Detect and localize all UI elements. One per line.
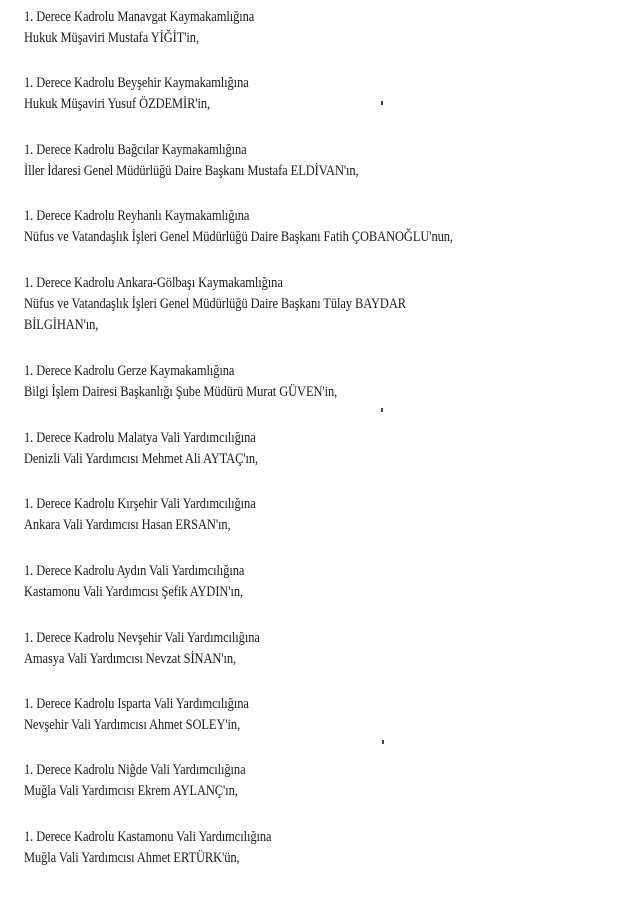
appointment-entry <box>24 273 624 336</box>
appointment-entry <box>24 760 624 802</box>
position-line: 1. Derece Kadrolu Kırşehir Vali Yardımcılığına <box>24 496 256 512</box>
appointment-entry <box>24 73 624 115</box>
appointment-entry <box>24 694 624 736</box>
appointee-line: Nüfus ve Vatandaşlık İşleri Genel Müdürlüğü Daire Başkanı Fatih ÇOBANOĞLU'nun, <box>24 229 453 245</box>
position-line: 1. Derece Kadrolu Bağcılar Kaymakamlığına <box>24 142 247 158</box>
appointee-line: Kastamonu Vali Yardımcısı Şefik AYDIN'ın, <box>24 584 244 600</box>
scan-speck <box>381 101 383 105</box>
position-line: 1. Derece Kadrolu Gerze Kaymakamlığına <box>24 363 235 379</box>
appointment-entry <box>24 140 624 182</box>
appointment-entry <box>24 561 624 603</box>
position-line: 1. Derece Kadrolu Reyhanlı Kaymakamlığına <box>24 208 250 224</box>
appointment-entry <box>24 206 624 248</box>
position-line: 1. Derece Kadrolu Ankara-Gölbaşı Kaymakamlığına <box>24 275 283 291</box>
position-line: 1. Derece Kadrolu Isparta Vali Yardımcılığına <box>24 696 249 712</box>
scan-speck <box>381 408 383 412</box>
position-line: 1. Derece Kadrolu Malatya Vali Yardımcılığına <box>24 430 256 446</box>
position-line: 1. Derece Kadrolu Aydın Vali Yardımcılığına <box>24 563 245 579</box>
position-line: 1. Derece Kadrolu Manavgat Kaymakamlığına <box>24 9 255 25</box>
appointee-line: Muğla Vali Yardımcısı Ekrem AYLANÇ'ın, <box>24 783 238 799</box>
position-line: 1. Derece Kadrolu Niğde Vali Yardımcılığına <box>24 762 246 778</box>
appointment-entry <box>24 494 624 536</box>
appointee-line: Nevşehir Vali Yardımcısı Ahmet SOLEY'in, <box>24 717 241 733</box>
appointee-line: Ankara Vali Yardımcısı Hasan ERSAN'ın, <box>24 517 231 533</box>
appointee-line: Muğla Vali Yardımcısı Ahmet ERTÜRK'ün, <box>24 850 240 866</box>
appointment-entry <box>24 428 624 470</box>
appointment-entry <box>24 628 624 670</box>
position-line: 1. Derece Kadrolu Beyşehir Kaymakamlığına <box>24 75 249 91</box>
appointment-entry <box>24 827 624 869</box>
appointment-entry <box>24 361 624 403</box>
appointment-entry <box>24 7 624 49</box>
position-line: 1. Derece Kadrolu Nevşehir Vali Yardımcılığına <box>24 630 260 646</box>
appointee-line: Nüfus ve Vatandaşlık İşleri Genel Müdürlüğü Daire Başkanı Tülay BAYDAR <box>24 296 407 312</box>
appointee-line: Hukuk Müşaviri Yusuf ÖZDEMİR'in, <box>24 96 211 112</box>
position-line: 1. Derece Kadrolu Kastamonu Vali Yardımcılığına <box>24 829 272 845</box>
appointee-line: Bilgi İşlem Dairesi Başkanlığı Şube Müdürü Murat GÜVEN'in, <box>24 384 338 400</box>
appointee-line: Amasya Vali Yardımcısı Nevzat SİNAN'ın, <box>24 651 237 667</box>
appointee-line: Denizli Vali Yardımcısı Mehmet Ali AYTAÇ'ın, <box>24 451 259 467</box>
appointee-line: İller İdaresi Genel Müdürlüğü Daire Başkanı Mustafa ELDİVAN'ın, <box>24 163 359 179</box>
scan-speck <box>382 740 384 744</box>
appointee-line: Hukuk Müşaviri Mustafa YİĞİT'in, <box>24 30 199 46</box>
appointee-line-continued: BİLGİHAN'ın, <box>24 317 99 333</box>
